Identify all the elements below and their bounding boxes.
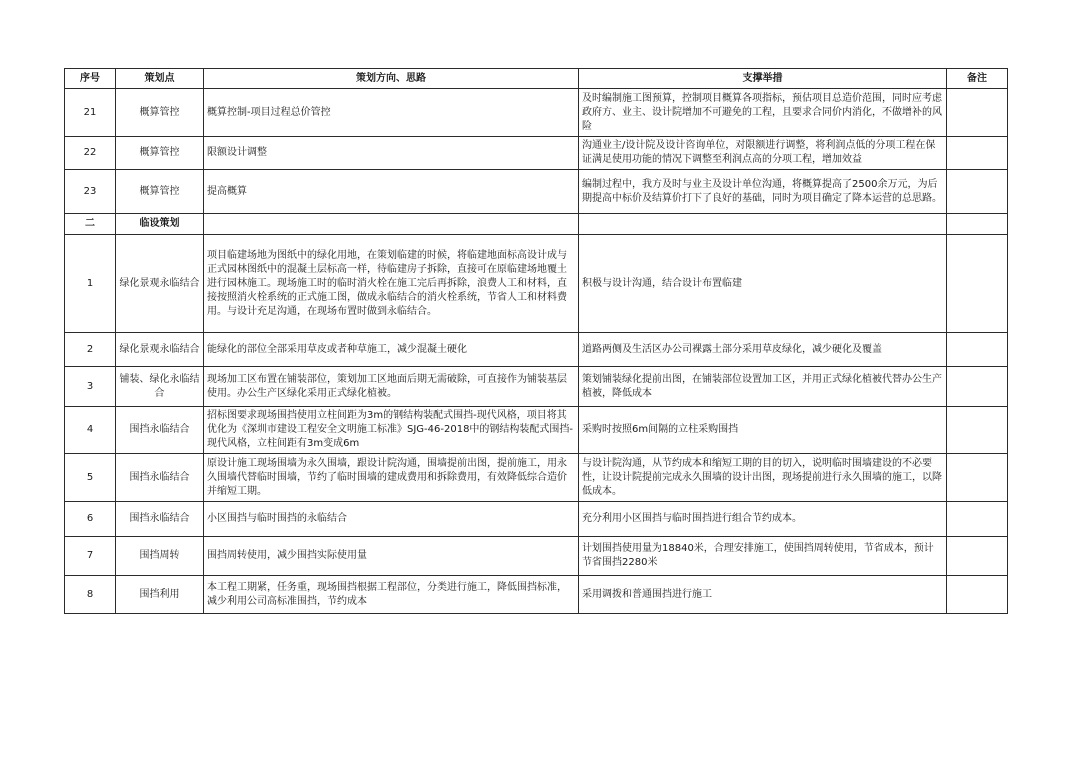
cell-direction: 现场加工区布置在铺装部位，策划加工区地面后期无需破除，可直接作为铺装基层使用。办公生产区绿化采用正式绿化植被。: [204, 367, 579, 407]
header-support: 支撑举措: [579, 69, 947, 89]
cell-point: 临设策划: [116, 214, 204, 235]
cell-note: [947, 137, 1008, 170]
cell-no: 8: [65, 576, 116, 614]
cell-support: [579, 214, 947, 235]
cell-point: 铺装、绿化永临结合: [116, 367, 204, 407]
cell-point: 概算管控: [116, 89, 204, 137]
cell-no: 22: [65, 137, 116, 170]
cell-note: [947, 407, 1008, 454]
cell-point: 围挡永临结合: [116, 454, 204, 502]
header-no: 序号: [65, 69, 116, 89]
cell-support: 及时编制施工图预算，控制项目概算各项指标，预估项目总造价范围，同时应考虑政府方、业主、设计院增加不可避免的工程，且要求合同价内消化，不做增补的风险: [579, 89, 947, 137]
table-row: [65, 537, 1008, 576]
cell-support: 计划围挡使用量为18840米，合理安排施工，使围挡周转使用，节省成本，预计节省围挡2280米: [579, 537, 947, 576]
cell-no: 5: [65, 454, 116, 502]
cell-note: [947, 502, 1008, 537]
cell-direction: 概算控制-项目过程总价管控: [204, 89, 579, 137]
cell-support: 积极与设计沟通，结合设计布置临建: [579, 235, 947, 333]
section-row: [65, 214, 1008, 235]
cell-no: 7: [65, 537, 116, 576]
cell-direction: [204, 214, 579, 235]
cell-no: 4: [65, 407, 116, 454]
header-direction: 策划方向、思路: [204, 69, 579, 89]
table-row: [65, 333, 1008, 367]
cell-direction: 限额设计调整: [204, 137, 579, 170]
cell-direction: 原设计施工现场围墙为永久围墙，跟设计院沟通，围墙提前出图，提前施工，用永久围墙代替临时围墙，节约了临时围墙的建成费用和拆除费用，有效降低综合造价并缩短工期。: [204, 454, 579, 502]
cell-no: 3: [65, 367, 116, 407]
cell-no: 6: [65, 502, 116, 537]
cell-support: 道路两侧及生活区办公司裸露土部分采用草皮绿化，减少硬化及覆盖: [579, 333, 947, 367]
cell-point: 概算管控: [116, 170, 204, 214]
cell-no: 1: [65, 235, 116, 333]
cell-note: [947, 170, 1008, 214]
cell-direction: 提高概算: [204, 170, 579, 214]
cell-no: 2: [65, 333, 116, 367]
header-point: 策划点: [116, 69, 204, 89]
cell-direction: 项目临建场地为图纸中的绿化用地，在策划临建的时候，将临建地面标高设计成与正式园林图纸中的混凝土层标高一样，待临建房子拆除，直接可在原临建场地覆土进行园林施工。现场施工时的临时消火栓在施工完后再拆除，浪费人工和材料，直接按照消火栓系统的正式施工图，做成永临结合的消火栓系统，节省人工和材料费用。与设计充足沟通，在现场布置时做到永临结合。: [204, 235, 579, 333]
cell-support: 采购时按照6m间隔的立柱采购围挡: [579, 407, 947, 454]
table-row: [65, 89, 1008, 137]
cell-direction: 招标图要求现场围挡使用立柱间距为3m的钢结构装配式围挡-现代风格，项目将其优化为《深圳市建设工程安全文明施工标准》SJG-46-2018中的钢结构装配式围挡-现代风格，立柱间距有3m变成6m: [204, 407, 579, 454]
cell-no: 21: [65, 89, 116, 137]
cell-point: 概算管控: [116, 137, 204, 170]
cell-support: 与设计院沟通，从节约成本和缩短工期的目的切入，说明临时围墙建设的不必要性，让设计院提前完成永久围墙的设计出图，现场提前进行永久围墙的施工，以降低成本。: [579, 454, 947, 502]
cell-note: [947, 454, 1008, 502]
cell-point: 围挡永临结合: [116, 407, 204, 454]
cell-point: 围挡利用: [116, 576, 204, 614]
cell-note: [947, 576, 1008, 614]
cell-point: 围挡周转: [116, 537, 204, 576]
table-row: [65, 235, 1008, 333]
cell-note: [947, 537, 1008, 576]
table-row: [65, 576, 1008, 614]
table-row: [65, 170, 1008, 214]
cell-direction: 能绿化的部位全部采用草皮或者种草施工，减少混凝土硬化: [204, 333, 579, 367]
table-row: [65, 137, 1008, 170]
cell-direction: 围挡周转使用，减少围挡实际使用量: [204, 537, 579, 576]
cell-note: [947, 89, 1008, 137]
cell-point: 绿化景观永临结合: [116, 333, 204, 367]
cell-support: 策划铺装绿化提前出图，在铺装部位设置加工区，并用正式绿化植被代替办公生产植被，降低成本: [579, 367, 947, 407]
table-row: [65, 454, 1008, 502]
cell-support: 编制过程中，我方及时与业主及设计单位沟通，将概算提高了2500余万元，为后期提高中标价及结算价打下了良好的基础，同时为项目确定了降本运营的总思路。: [579, 170, 947, 214]
cell-point: 绿化景观永临结合: [116, 235, 204, 333]
cell-direction: 小区围挡与临时围挡的永临结合: [204, 502, 579, 537]
cell-direction: 本工程工期紧，任务重，现场围挡根据工程部位，分类进行施工，降低围挡标准，减少利用公司高标准围挡，节约成本: [204, 576, 579, 614]
cell-support: 采用调拨和普通围挡进行施工: [579, 576, 947, 614]
header-row: [65, 69, 1008, 89]
cell-point: 围挡永临结合: [116, 502, 204, 537]
cell-note: [947, 367, 1008, 407]
table-row: [65, 367, 1008, 407]
table-row: [65, 502, 1008, 537]
cell-note: [947, 235, 1008, 333]
header-note: 备注: [947, 69, 1008, 89]
cell-note: [947, 333, 1008, 367]
cell-no: 23: [65, 170, 116, 214]
table-row: [65, 407, 1008, 454]
planning-table: [64, 68, 1008, 614]
cell-support: 沟通业主/设计院及设计咨询单位，对限额进行调整，将利润点低的分项工程在保证满足使用功能的情况下调整至利润点高的分项工程，增加效益: [579, 137, 947, 170]
cell-support: 充分利用小区围挡与临时围挡进行组合节约成本。: [579, 502, 947, 537]
cell-note: [947, 214, 1008, 235]
cell-no: 二: [65, 214, 116, 235]
